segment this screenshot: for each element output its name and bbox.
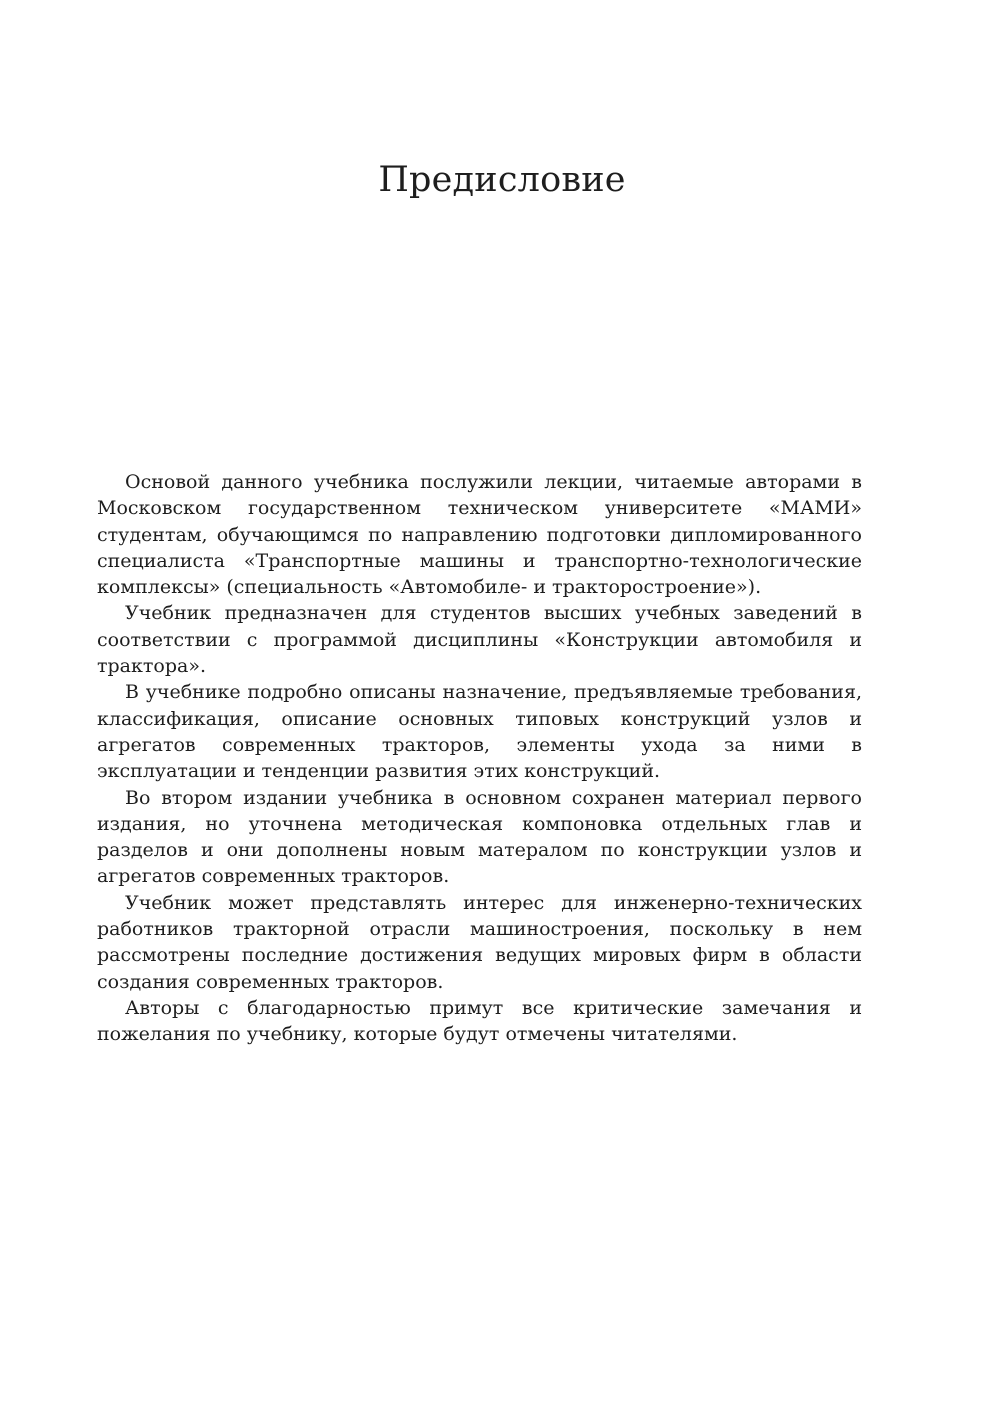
paragraph: Учебник может представлять интерес для инженерно-технических работников тракторной отрасли машиностроения, поскольку в нем рассмотрены последние достижения ведущих мировых фирм в области создания современных тракторов. <box>97 891 862 993</box>
paragraph: Авторы с благодарностью примут все критические замечания и пожелания по учебнику, которые будут отмечены читателями. <box>97 996 862 1046</box>
paragraph: Основой данного учебника послужили лекции, читаемые авторами в Московском государственном техническом университете «МАМИ» студентам, обучающимся по направлению подготовки дипломированного специалиста «Транспортные машины и транспортно-технологические комплексы» (специальность «Автомобиле- и тракторостроение»). <box>97 471 862 599</box>
paragraph: В учебнике подробно описаны назначение, предъявляемые требования, классификация, описание основных типовых конструкций узлов и агрегатов современных тракторов, элементы ухода за ними в эксплуатации и тенденции развития этих конструкций. <box>97 681 862 783</box>
paragraph: Во втором издании учебника в основном сохранен материал первого издания, но уточнена методическая компоновка отдельных глав и разделов и они дополнены новым матералом по конструкции узлов и агрегатов современных тракторов. <box>97 786 862 888</box>
page-title: Предисловие <box>378 160 626 200</box>
paragraph: Учебник предназначен для студентов высших учебных заведений в соответствии с программой дисциплины «Конструкции автомобиля и трактора». <box>97 602 862 678</box>
preface-body <box>97 469 862 1048</box>
